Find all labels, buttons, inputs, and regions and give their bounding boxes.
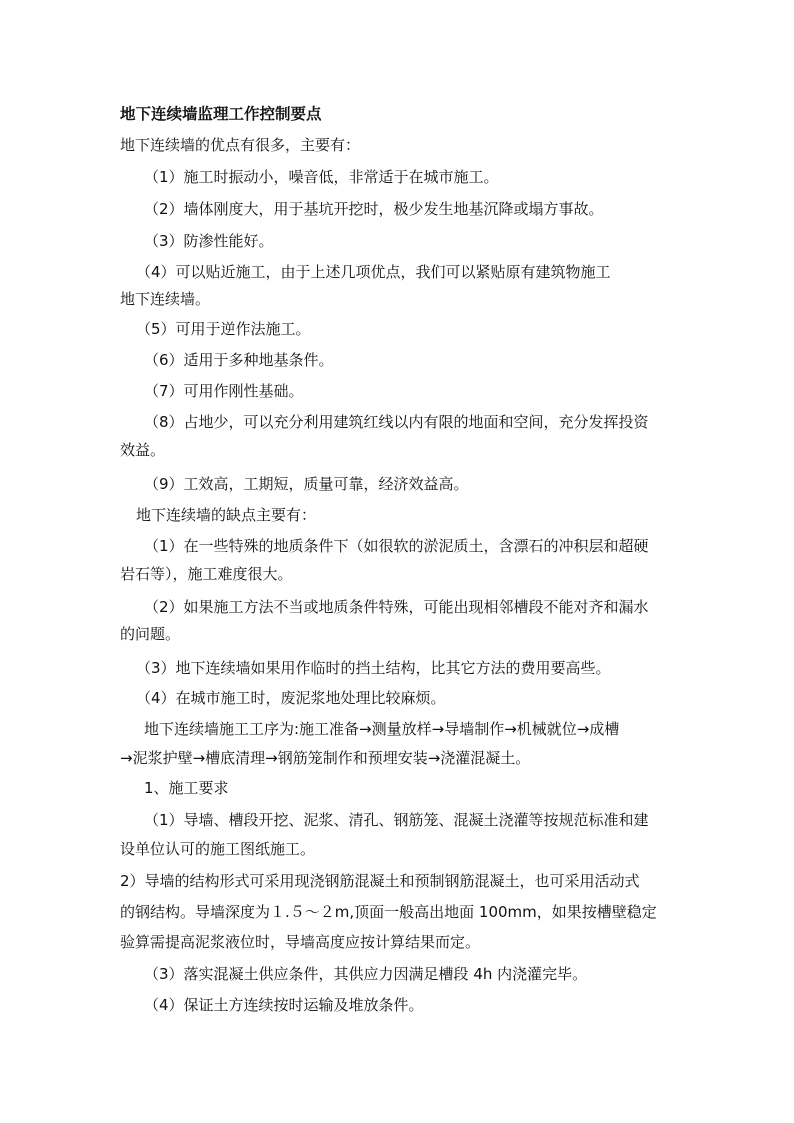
requirement-line: （4）保证土方连续按时运输及堆放条件。 [144,996,424,1014]
section-heading: 1、施工要求 [144,779,229,797]
disadvantage-line: （4）在城市施工时，废泥浆地处理比较麻烦。 [136,689,446,707]
advantage-line: 地下连续墙。 [120,290,211,308]
intro-text: 地下连续墙的优点有很多，主要有： [120,136,361,154]
advantage-line: （3）防渗性能好。 [144,232,274,250]
requirement-line: （3）落实混凝土供应条件，其供应力因满足槽段 4h 内浇灌完毕。 [144,965,588,983]
advantage-line: （9）工效高，工期短，质量可靠，经济效益高。 [144,475,469,493]
document-title: 地下连续墙监理工作控制要点 [120,105,322,123]
advantage-line: 效益。 [120,441,166,459]
requirement-line: 验算需提高泥浆液位时，导墙高度应按计算结果而定。 [120,933,481,951]
advantage-line: （2）墙体刚度大，用于基坑开挖时，极少发生地基沉降或塌方事故。 [144,200,604,218]
process-line: →泥浆护壁→槽底清理→钢筋笼制作和预埋安装→浇灌混凝土。 [120,749,531,767]
requirement-line: 2）导墙的结构形式可采用现浇钢筋混凝土和预制钢筋混凝土，也可采用活动式 [120,872,640,890]
disadvantage-line: 岩石等），施工难度很大。 [120,565,293,583]
advantage-line: （1）施工时振动小，噪音低，非常适于在城市施工。 [144,168,499,186]
advantage-line: （5）可用于逆作法施工。 [136,320,311,338]
requirement-line: 设单位认可的施工图纸施工。 [120,840,316,858]
advantage-line: （7）可用作刚性基础。 [144,382,304,400]
disadvantage-line: 的问题。 [120,625,181,643]
requirement-line: 的钢结构。导墙深度为１.５～２m,顶面一般高出地面 100mm，如果按槽壁稳定 [120,903,657,921]
disadvantages-intro: 地下连续墙的缺点主要有： [136,506,317,524]
advantage-line: （8）占地少，可以充分利用建筑红线以内有限的地面和空间，充分发挥投资 [144,413,649,431]
process-line: 地下连续墙施工工序为:施工准备→测量放样→导墙制作→机械就位→成槽 [144,720,620,738]
disadvantage-line: （1）在一些特殊的地质条件下（如很软的淤泥质土，含漂石的冲积层和超硬 [144,537,649,555]
disadvantage-line: （3）地下连续墙如果用作临时的挡土结构，比其它方法的费用要高些。 [136,659,611,677]
advantage-line: （4）可以贴近施工，由于上述几项优点，我们可以紧贴原有建筑物施工 [136,263,611,281]
requirement-line: （1）导墙、槽段开挖、泥浆、清孔、钢筋笼、混凝土浇灌等按规范标准和建 [144,811,649,829]
advantage-line: （6）适用于多种地基条件。 [144,351,334,369]
disadvantage-line: （2）如果施工方法不当或地质条件特殊，可能出现相邻槽段不能对齐和漏水 [144,598,649,616]
